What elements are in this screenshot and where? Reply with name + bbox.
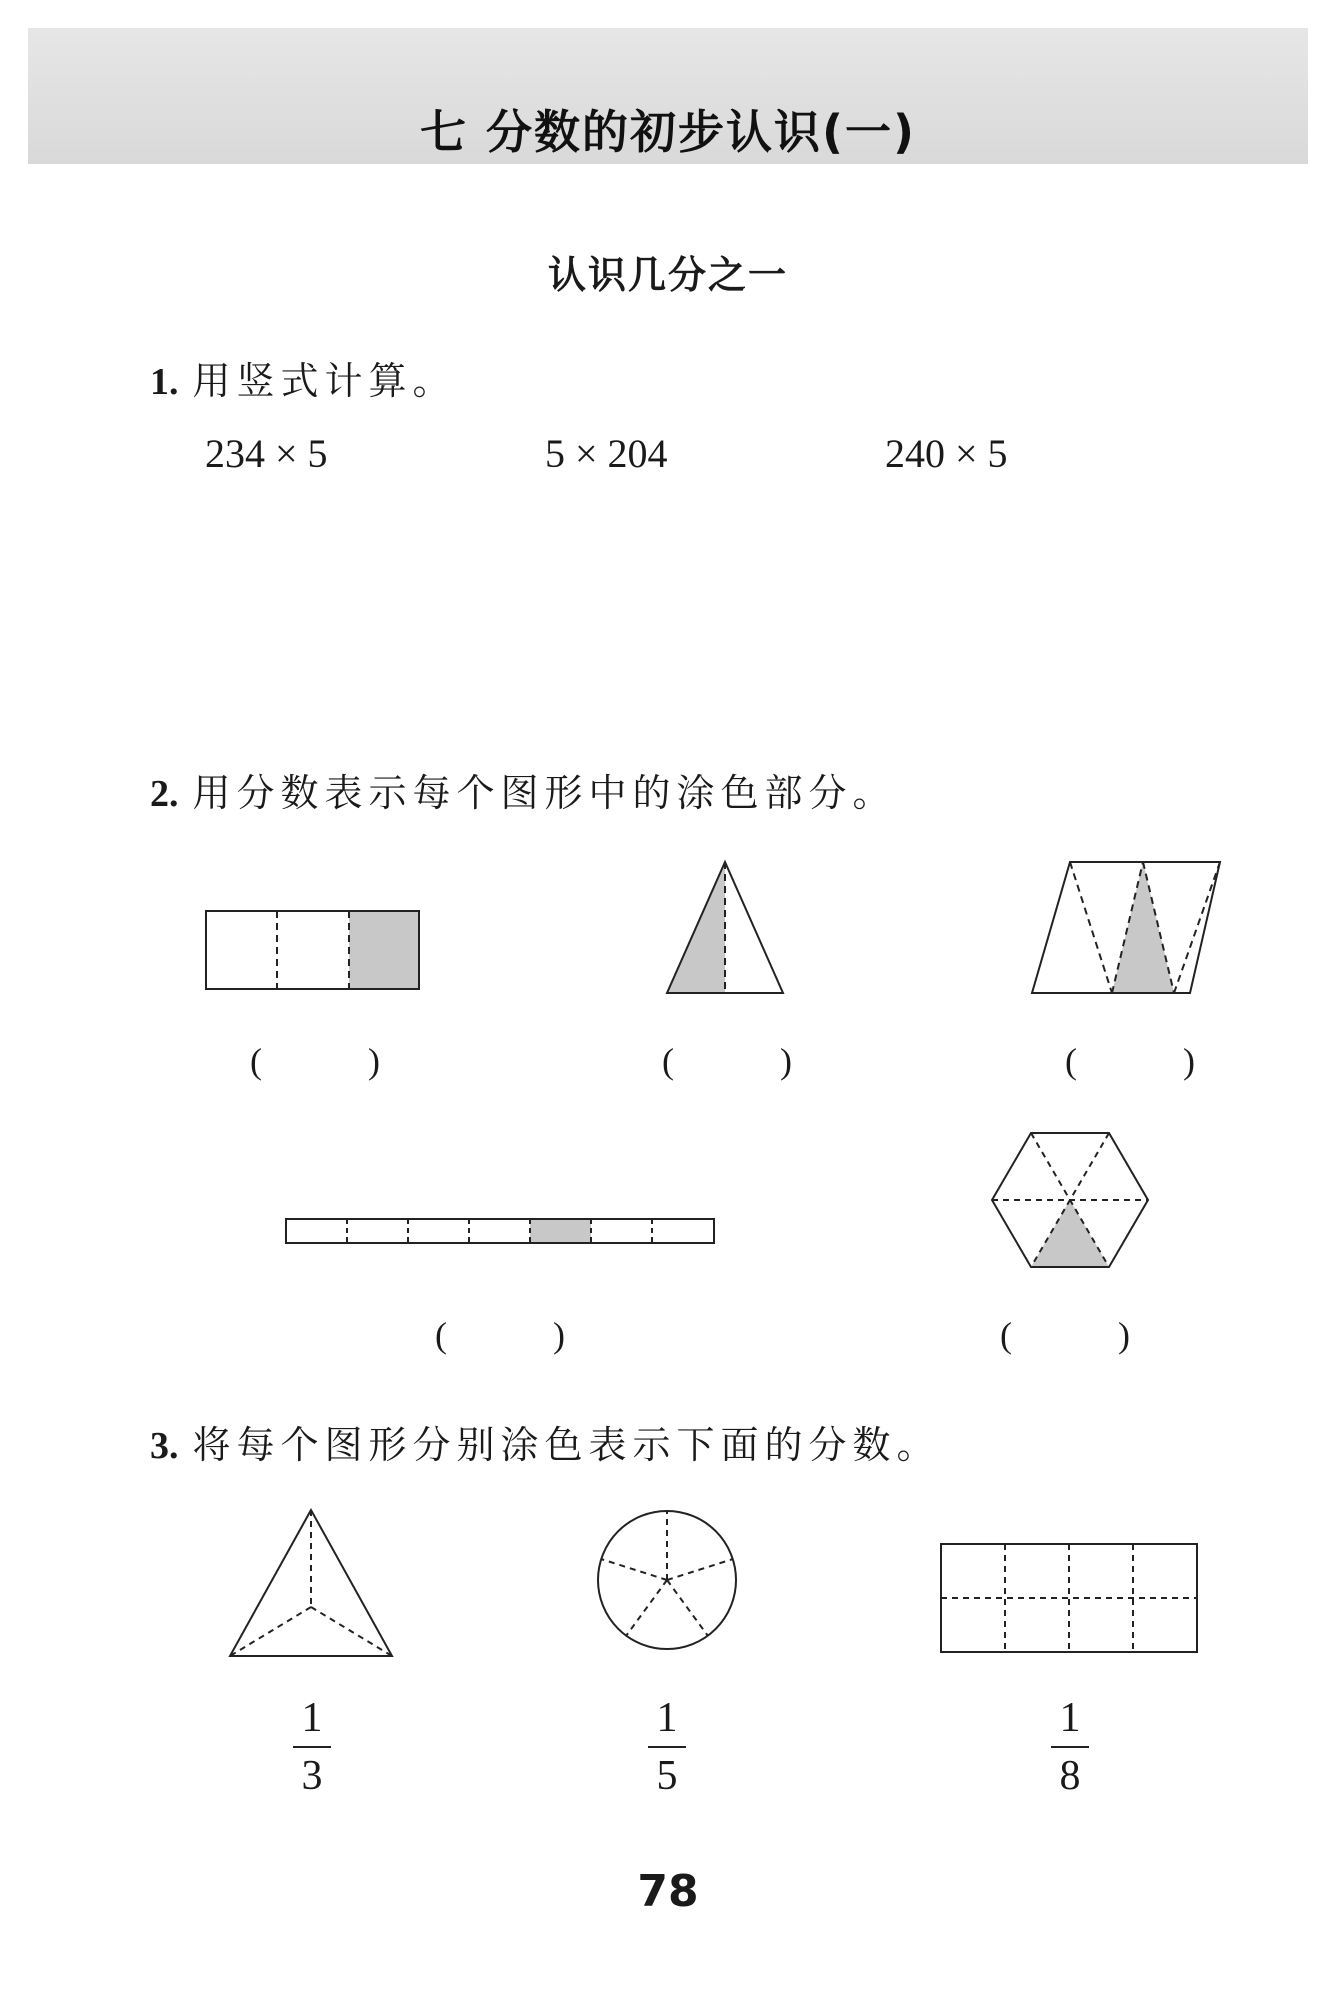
question-2-prompt: 用分数表示每个图形中的涂色部分。 bbox=[192, 771, 897, 815]
answer-paren-rectangle[interactable]: ( ) bbox=[250, 1041, 380, 1081]
figure-circle-fifths[interactable] bbox=[595, 1508, 739, 1652]
question-2-number: 2. bbox=[150, 773, 179, 815]
question-1-prompt: 用竖式计算。 bbox=[192, 359, 457, 403]
figure-rectangle-thirds bbox=[205, 910, 420, 990]
fraction-one-fifth: 1 5 bbox=[642, 1694, 692, 1800]
figure-triangle-halves bbox=[665, 860, 785, 995]
answer-paren-hexagon[interactable]: ( ) bbox=[1000, 1315, 1130, 1355]
fraction-one-eighth: 1 8 bbox=[1045, 1694, 1095, 1800]
figure-rectangle-eighths[interactable] bbox=[940, 1543, 1200, 1655]
section-title: 认识几分之一 bbox=[547, 253, 788, 297]
answer-paren-strip[interactable]: ( ) bbox=[435, 1315, 565, 1355]
figure-triangle-thirds[interactable] bbox=[228, 1508, 398, 1658]
page-number: 78 bbox=[637, 1866, 699, 1917]
figure-hexagon-sixths bbox=[990, 1130, 1150, 1270]
fraction-one-third: 1 3 bbox=[287, 1694, 337, 1800]
expression-2: 5 × 204 bbox=[545, 431, 668, 476]
answer-paren-parallelogram[interactable]: ( ) bbox=[1065, 1041, 1195, 1081]
answer-paren-triangle[interactable]: ( ) bbox=[662, 1041, 792, 1081]
chapter-title: 七 分数的初步认识(一) bbox=[419, 105, 917, 159]
expression-3: 240 × 5 bbox=[885, 431, 1008, 476]
question-1 bbox=[150, 350, 457, 405]
question-2 bbox=[150, 762, 897, 817]
question-3-number: 3. bbox=[150, 1425, 179, 1467]
question-3 bbox=[150, 1414, 941, 1469]
expression-1: 234 × 5 bbox=[205, 431, 328, 476]
question-1-number: 1. bbox=[150, 361, 179, 403]
question-3-prompt: 将每个图形分别涂色表示下面的分数。 bbox=[192, 1423, 941, 1467]
figure-strip-sevenths bbox=[285, 1218, 715, 1244]
figure-parallelogram-quarters bbox=[1030, 860, 1230, 995]
